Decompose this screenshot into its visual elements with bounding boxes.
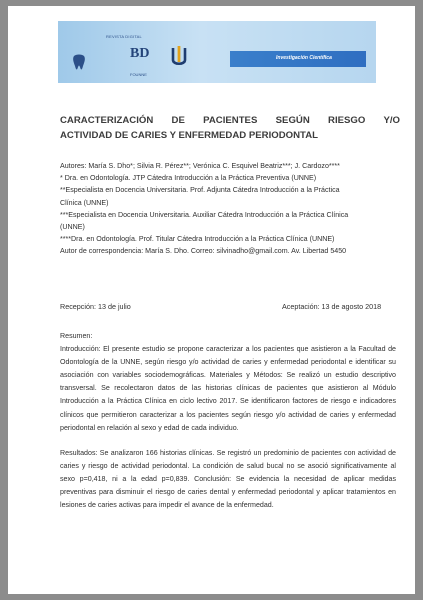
authors-line: Autores: María S. Dho*; Silvia R. Pérez**; Verónica C. Esquivel Beatriz***; J. Cardozo**** — [60, 162, 340, 170]
received-date: Recepción: 13 de julio — [60, 302, 131, 311]
affiliation-line: * Dra. en Odontología. JTP Cátedra Introducción a la Práctica Preventiva (UNNE) — [60, 174, 317, 183]
authors-block — [60, 160, 390, 258]
accepted-date: Aceptación: 13 de agosto 2018 — [282, 302, 382, 311]
dates-row — [60, 302, 390, 312]
title-line-2: ACTIVIDAD DE CARIES Y ENFERMEDAD PERIODONTAL — [60, 129, 318, 141]
affiliation-line: Clínica (UNNE) — [60, 198, 109, 207]
tooth-icon — [72, 54, 86, 72]
section-ribbon — [230, 51, 366, 67]
journal-name-top: REVISTA DIGITAL — [106, 34, 142, 39]
affiliation-line: ****Dra. en Odontología. Prof. Titular Cátedra Introducción a la Práctica Clínica (UNNE) — [60, 235, 335, 244]
journal-logo — [64, 26, 190, 78]
journal-banner — [58, 21, 376, 83]
article-title — [60, 114, 400, 143]
affiliation-line: **Especialista en Docencia Universitaria. Prof. Adjunta Cátedra Introducción a la Práctica — [60, 186, 340, 195]
section-label: Investigación Científica — [276, 55, 332, 61]
title-line-1: CARACTERIZACIÓN DE PACIENTES SEGÚN RIESGO Y/O — [60, 115, 400, 126]
abstract-label: Resumen: — [60, 332, 93, 340]
abstract-paragraph-2: Resultados: Se analizaron 166 historias clínicas. Se registró un predominio de pacientes con actividad de caries y riesgo de actividad periodontal. La condición de salud bucal no se asoció significativamente al sexo p=0,418, ni a la edad p=0,839. Conclusión: Se evidencia la necesidad de aplicar medidas preventivas para disminuir el riesgo de caries dental y enfermedad periodontal y aplicar tratamientos en lesiones de caries activas para impedir el avance de la enfermedad. — [60, 448, 396, 510]
journal-name-bottom: FOUNNE — [130, 72, 147, 77]
abstract-paragraph-1: Introducción: El presente estudio se propone caracterizar a los pacientes que asistieron a la Facultad de Odontología de la UNNE, según riesgo y/o actividad de caries y enfermedad periodontal e identificar su asociación con variables sociodemográficas. Materiales y Métodos: Se realizó un estudio descriptivo transversal. Se recolectaron datos de las historias clínicas de pacientes que asistieron al Módulo Introducción a la Práctica Clínica en ciclo lectivo 2017. Se identificaron factores de riesgo e indicadores clínicos que permitieron caracterizar a los pacientes según riesgo y/o actividad de caries y enfermedad periodontal en relación al sexo y edad de cada individuo. — [60, 345, 396, 432]
journal-logo-letters: BD — [130, 46, 150, 61]
corresponding-author: Autor de correspondencia: María S. Dho. Correo: silvinadho@gmail.com. Av. Libertad 5450 — [60, 247, 347, 256]
university-crest-icon — [170, 46, 188, 68]
affiliation-line: ***Especialista en Docencia Universitaria. Auxiliar Cátedra Introducción a la Práctica Clínica — [60, 210, 349, 219]
abstract-block — [60, 330, 396, 512]
document-page — [8, 6, 415, 594]
affiliation-line: (UNNE) — [60, 223, 85, 232]
